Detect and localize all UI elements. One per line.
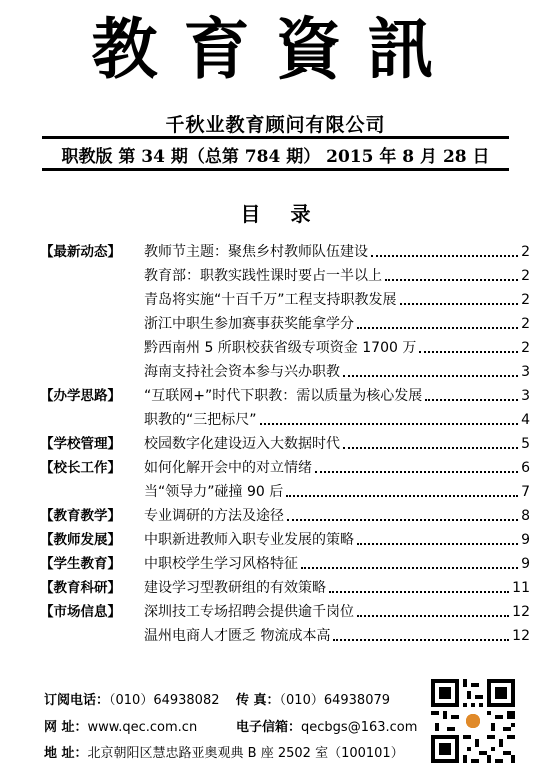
toc-row[interactable]	[40, 384, 530, 408]
toc-row[interactable]	[40, 624, 530, 648]
toc-row[interactable]	[40, 360, 530, 384]
toc-page-number: 9	[521, 532, 530, 548]
toc-entry[interactable]	[144, 384, 530, 408]
fax-label: 传 真：	[236, 693, 280, 708]
toc-entry-title[interactable]: 中职新进教师入职专业发展的策略	[144, 532, 354, 548]
toc-page-number: 2	[521, 268, 530, 284]
table-of-contents	[40, 240, 530, 648]
toc-page-number: 2	[521, 292, 530, 308]
toc-entry-title[interactable]: 校园数字化建设迈入大数据时代	[144, 436, 340, 452]
toc-leader-dots	[357, 327, 518, 329]
email-link[interactable]: qecbgs@163.com	[301, 720, 418, 735]
toc-entry[interactable]	[144, 360, 530, 384]
toc-row[interactable]	[40, 480, 530, 504]
toc-row[interactable]	[40, 264, 530, 288]
address-value: 北京朝阳区慧忠路亚奥观典 B 座 2502 室（100101）	[87, 746, 404, 761]
toc-entry-title[interactable]: 深圳技工专场招聘会提供逾千岗位	[144, 604, 354, 620]
footer-email-line	[236, 716, 417, 735]
toc-page-number: 3	[521, 388, 530, 404]
toc-category: 【教育教学】	[40, 508, 121, 524]
toc-row[interactable]	[40, 456, 530, 480]
toc-row[interactable]	[40, 288, 530, 312]
toc-entry-title[interactable]: 教师节主题：聚焦乡村教师队伍建设	[144, 244, 368, 260]
company-name: 千秋业教育顾问有限公司	[165, 114, 386, 136]
toc-page-number: 11	[512, 580, 530, 596]
toc-page-number: 2	[521, 316, 530, 332]
toc-row[interactable]	[40, 408, 530, 432]
toc-page-number: 5	[521, 436, 530, 452]
toc-leader-dots	[371, 255, 518, 257]
toc-entry[interactable]	[144, 240, 530, 264]
toc-leader-dots	[343, 447, 518, 449]
header-rule-top	[42, 136, 509, 139]
email-label: 电子信箱：	[236, 720, 302, 735]
toc-leader-dots	[286, 495, 518, 497]
toc-entry-title[interactable]: 如何化解开会中的对立情绪	[144, 460, 312, 476]
toc-page-number: 9	[521, 556, 530, 572]
toc-leader-dots	[343, 375, 518, 377]
toc-entry-title[interactable]: 浙江中职生参加赛事获奖能拿学分	[144, 316, 354, 332]
footer-fax-line	[236, 689, 390, 708]
toc-leader-dots	[357, 543, 518, 545]
toc-entry-title[interactable]: 职教的“三把标尺”	[144, 412, 257, 428]
toc-entry[interactable]	[144, 456, 530, 480]
masthead-title: 教育資訊	[91, 10, 460, 88]
toc-entry[interactable]	[144, 432, 530, 456]
toc-entry[interactable]	[144, 600, 530, 624]
toc-entry[interactable]	[144, 624, 530, 648]
toc-entry-title[interactable]: 温州电商人才匮乏 物流成本高	[144, 628, 331, 644]
issue-line: 职教版 第 34 期（总第 784 期） 2015 年 8 月 28 日	[61, 147, 490, 167]
toc-leader-dots	[315, 471, 518, 473]
toc-entry-title[interactable]: 中职校学生学习风格特征	[144, 556, 298, 572]
toc-row[interactable]	[40, 240, 530, 264]
qr-code-icon	[431, 679, 515, 763]
toc-category: 【学生教育】	[40, 556, 121, 572]
toc-entry-title[interactable]: 建设学习型教研组的有效策略	[144, 580, 326, 596]
toc-page-number: 4	[521, 412, 530, 428]
toc-title: 目录	[240, 202, 341, 226]
toc-entry-title[interactable]: 青岛将实施“十百千万”工程支持职教发展	[144, 292, 397, 308]
toc-entry-title[interactable]: “互联网+”时代下职教：需以质量为核心发展	[144, 388, 423, 404]
footer-phone-line	[44, 689, 220, 708]
toc-leader-dots	[357, 615, 509, 617]
toc-row[interactable]	[40, 552, 530, 576]
toc-leader-dots	[419, 351, 518, 353]
toc-page-number: 8	[521, 508, 530, 524]
toc-entry[interactable]	[144, 528, 530, 552]
toc-page-number: 3	[521, 364, 530, 380]
toc-entry[interactable]	[144, 336, 530, 360]
footer-web-line	[44, 716, 197, 735]
toc-page-number: 12	[512, 604, 530, 620]
toc-category: 【市场信息】	[40, 604, 121, 620]
phone-label: 订阅电话：	[44, 693, 110, 708]
toc-category: 【校长工作】	[40, 460, 121, 476]
toc-entry[interactable]	[144, 264, 530, 288]
fax-value: （010）64938079	[279, 693, 391, 708]
footer-address-line	[44, 742, 404, 761]
toc-row[interactable]	[40, 600, 530, 624]
toc-entry-title[interactable]: 专业调研的方法及途径	[144, 508, 284, 524]
toc-row[interactable]	[40, 504, 530, 528]
toc-entry[interactable]	[144, 552, 530, 576]
toc-entry[interactable]	[144, 288, 530, 312]
toc-row[interactable]	[40, 528, 530, 552]
toc-entry[interactable]	[144, 408, 530, 432]
toc-row[interactable]	[40, 336, 530, 360]
toc-leader-dots	[260, 423, 519, 425]
web-label: 网 址：	[44, 720, 88, 735]
toc-leader-dots	[333, 639, 509, 641]
header-rule-bottom	[42, 168, 509, 171]
toc-page-number: 2	[521, 340, 530, 356]
address-label: 地 址：	[44, 746, 88, 761]
toc-leader-dots	[400, 303, 519, 305]
toc-leader-dots	[301, 567, 518, 569]
web-link[interactable]: www.qec.com.cn	[87, 720, 198, 735]
qr-center-logo-icon	[463, 711, 483, 731]
toc-category: 【学校管理】	[40, 436, 121, 452]
toc-page-number: 12	[512, 628, 530, 644]
toc-row[interactable]	[40, 312, 530, 336]
toc-entry-title[interactable]: 教育部：职教实践性课时要占一半以上	[144, 268, 382, 284]
phone-value: （010）64938082	[109, 693, 220, 708]
toc-page-number: 6	[521, 460, 530, 476]
toc-entry[interactable]	[144, 480, 530, 504]
toc-category: 【办学思路】	[40, 388, 121, 404]
toc-row[interactable]	[40, 432, 530, 456]
toc-page-number: 7	[521, 484, 530, 500]
toc-entry-title[interactable]: 海南支持社会资本参与兴办职教	[144, 364, 340, 380]
toc-page-number: 2	[521, 244, 530, 260]
toc-leader-dots	[329, 591, 509, 593]
toc-entry-title[interactable]: 黔西南州 5 所职校获省级专项资金 1700 万	[144, 340, 417, 356]
toc-leader-dots	[385, 279, 518, 281]
toc-leader-dots	[287, 519, 518, 521]
toc-entry[interactable]	[144, 504, 530, 528]
toc-leader-dots	[425, 399, 518, 401]
toc-entry-title[interactable]: 当“领导力”碰撞 90 后	[144, 484, 284, 500]
toc-category: 【教育科研】	[40, 580, 121, 596]
toc-category: 【最新动态】	[40, 244, 121, 260]
toc-category: 【教师发展】	[40, 532, 121, 548]
toc-row[interactable]	[40, 576, 530, 600]
toc-entry[interactable]	[144, 576, 530, 600]
toc-entry[interactable]	[144, 312, 530, 336]
